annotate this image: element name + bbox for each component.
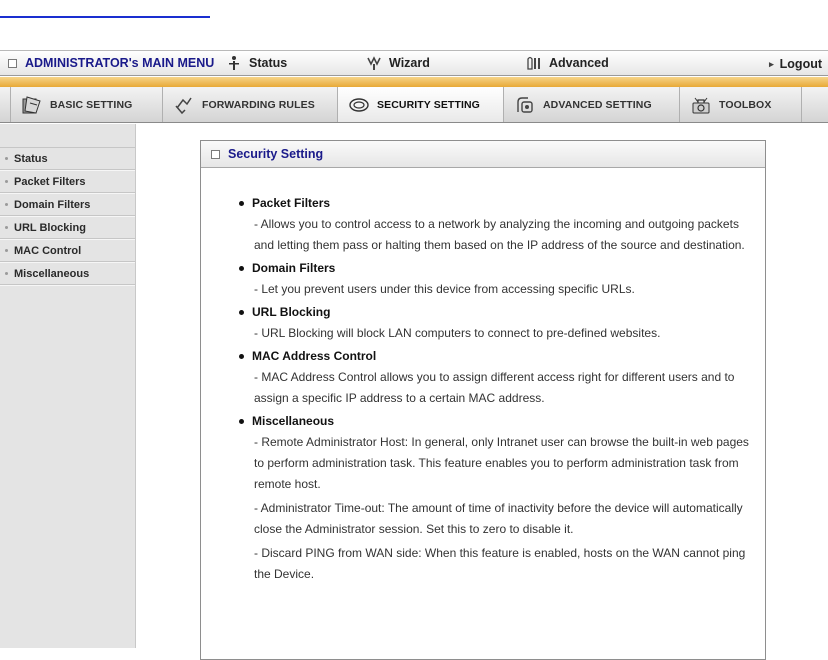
tab-advanced-setting-label: ADVANCED SETTING xyxy=(543,98,652,111)
bullet-icon xyxy=(5,157,8,160)
admin-main-menu-label: ADMINISTRATOR's MAIN MENU xyxy=(25,56,215,70)
sidebar-item-packet-filters[interactable] xyxy=(0,171,135,193)
sidebar-item-label: Packet Filters xyxy=(14,175,86,188)
panel-title: Security Setting xyxy=(228,147,324,161)
sidebar-item-mac-control[interactable] xyxy=(0,240,135,262)
section-title-url-blocking xyxy=(239,303,765,321)
security-setting-icon xyxy=(348,94,370,116)
section-title-text: URL Blocking xyxy=(252,305,331,319)
top-link-underline xyxy=(0,0,210,18)
tab-basic-setting-label: BASIC SETTING xyxy=(50,98,133,111)
sidebar-item-label: Status xyxy=(14,152,48,165)
tab-toolbox-label: TOOLBOX xyxy=(719,98,772,111)
section-title-text: MAC Address Control xyxy=(252,349,377,363)
bullet-icon xyxy=(239,419,244,424)
bullet-icon xyxy=(239,201,244,206)
sidebar-item-domain-filters[interactable] xyxy=(0,194,135,216)
bullet-icon xyxy=(5,272,8,275)
sidebar-item-label: Miscellaneous xyxy=(14,267,90,280)
sidebar-spacer xyxy=(0,124,135,148)
tab-toolbox[interactable] xyxy=(680,87,802,122)
bullet-icon xyxy=(5,249,8,252)
panel-body xyxy=(201,168,765,585)
section-title-text: Miscellaneous xyxy=(252,414,335,428)
section-description: - MAC Address Control allows you to assign different access right for different users and to assign a specific IP address to a certain MAC address. xyxy=(254,370,735,405)
sidebar-item-url-blocking[interactable] xyxy=(0,217,135,239)
tab-forwarding-rules-label: FORWARDING RULES xyxy=(202,98,315,111)
logout-label: Logout xyxy=(779,57,822,71)
advanced-setting-icon xyxy=(514,94,536,116)
tab-security-setting-label: SECURITY SETTING xyxy=(377,98,480,111)
menu-item-advanced[interactable] xyxy=(526,55,609,71)
menu-item-status[interactable] xyxy=(226,55,366,71)
menu-item-wizard[interactable] xyxy=(366,55,526,71)
menu-item-advanced-label: Advanced xyxy=(549,56,609,70)
section-title-mac-address-control xyxy=(239,347,765,365)
section-title-domain-filters xyxy=(239,259,765,277)
status-icon xyxy=(226,55,242,71)
security-setting-panel xyxy=(200,140,766,660)
bullet-icon xyxy=(239,266,244,271)
main-menu-bar xyxy=(0,50,828,76)
section-description: - Discard PING from WAN side: When this feature is enabled, hosts on the WAN cannot ping the Device. xyxy=(254,546,746,581)
section-description: - Administrator Time-out: The amount of time of inactivity before the device will automatically close the Administrator session. Set this to zero to disable it. xyxy=(254,501,743,536)
sidebar-item-status[interactable] xyxy=(0,148,135,170)
arrow-right-icon: ▸ xyxy=(769,58,774,69)
section-title-packet-filters xyxy=(239,194,765,212)
section-description: - URL Blocking will block LAN computers to connect to pre-defined websites. xyxy=(254,326,661,340)
bullet-icon xyxy=(239,310,244,315)
section-title-text: Packet Filters xyxy=(252,196,331,210)
tab-basic-setting[interactable] xyxy=(10,87,163,122)
toolbox-icon xyxy=(690,94,712,116)
forwarding-rules-icon xyxy=(173,94,195,116)
menu-item-wizard-label: Wizard xyxy=(389,56,430,70)
menu-item-status-label: Status xyxy=(249,56,288,70)
sidebar-item-label: Domain Filters xyxy=(14,198,91,211)
menu-square-icon xyxy=(8,59,17,68)
bullet-icon xyxy=(5,226,8,229)
admin-main-menu[interactable] xyxy=(0,56,226,70)
wizard-icon xyxy=(366,55,382,71)
section-title-text: Domain Filters xyxy=(252,261,336,275)
section-description: - Remote Administrator Host: In general, only Intranet user can browse the built-in web pages to perform administration task. This feature enables you to perform administration task from remote host. xyxy=(254,435,749,491)
advanced-icon xyxy=(526,55,542,71)
bullet-icon xyxy=(5,203,8,206)
settings-tabs xyxy=(0,87,828,123)
orange-divider xyxy=(0,77,828,87)
sidebar xyxy=(0,124,136,648)
tab-security-setting[interactable] xyxy=(338,87,504,122)
panel-header xyxy=(201,141,765,168)
section-description: - Let you prevent users under this device from accessing specific URLs. xyxy=(254,282,635,296)
section-title-miscellaneous xyxy=(239,412,765,430)
sidebar-item-label: URL Blocking xyxy=(14,221,86,234)
panel-square-icon xyxy=(211,150,220,159)
logout-link[interactable] xyxy=(769,51,822,77)
sidebar-item-label: MAC Control xyxy=(14,244,82,257)
section-description: - Allows you to control access to a network by analyzing the incoming and outgoing packets and letting them pass or halting them based on the IP address of the source and destination. xyxy=(254,217,745,252)
bullet-icon xyxy=(239,354,244,359)
tab-forwarding-rules[interactable] xyxy=(163,87,338,122)
basic-setting-icon xyxy=(21,94,43,116)
bullet-icon xyxy=(5,180,8,183)
tab-advanced-setting[interactable] xyxy=(504,87,680,122)
sidebar-item-miscellaneous[interactable] xyxy=(0,263,135,285)
